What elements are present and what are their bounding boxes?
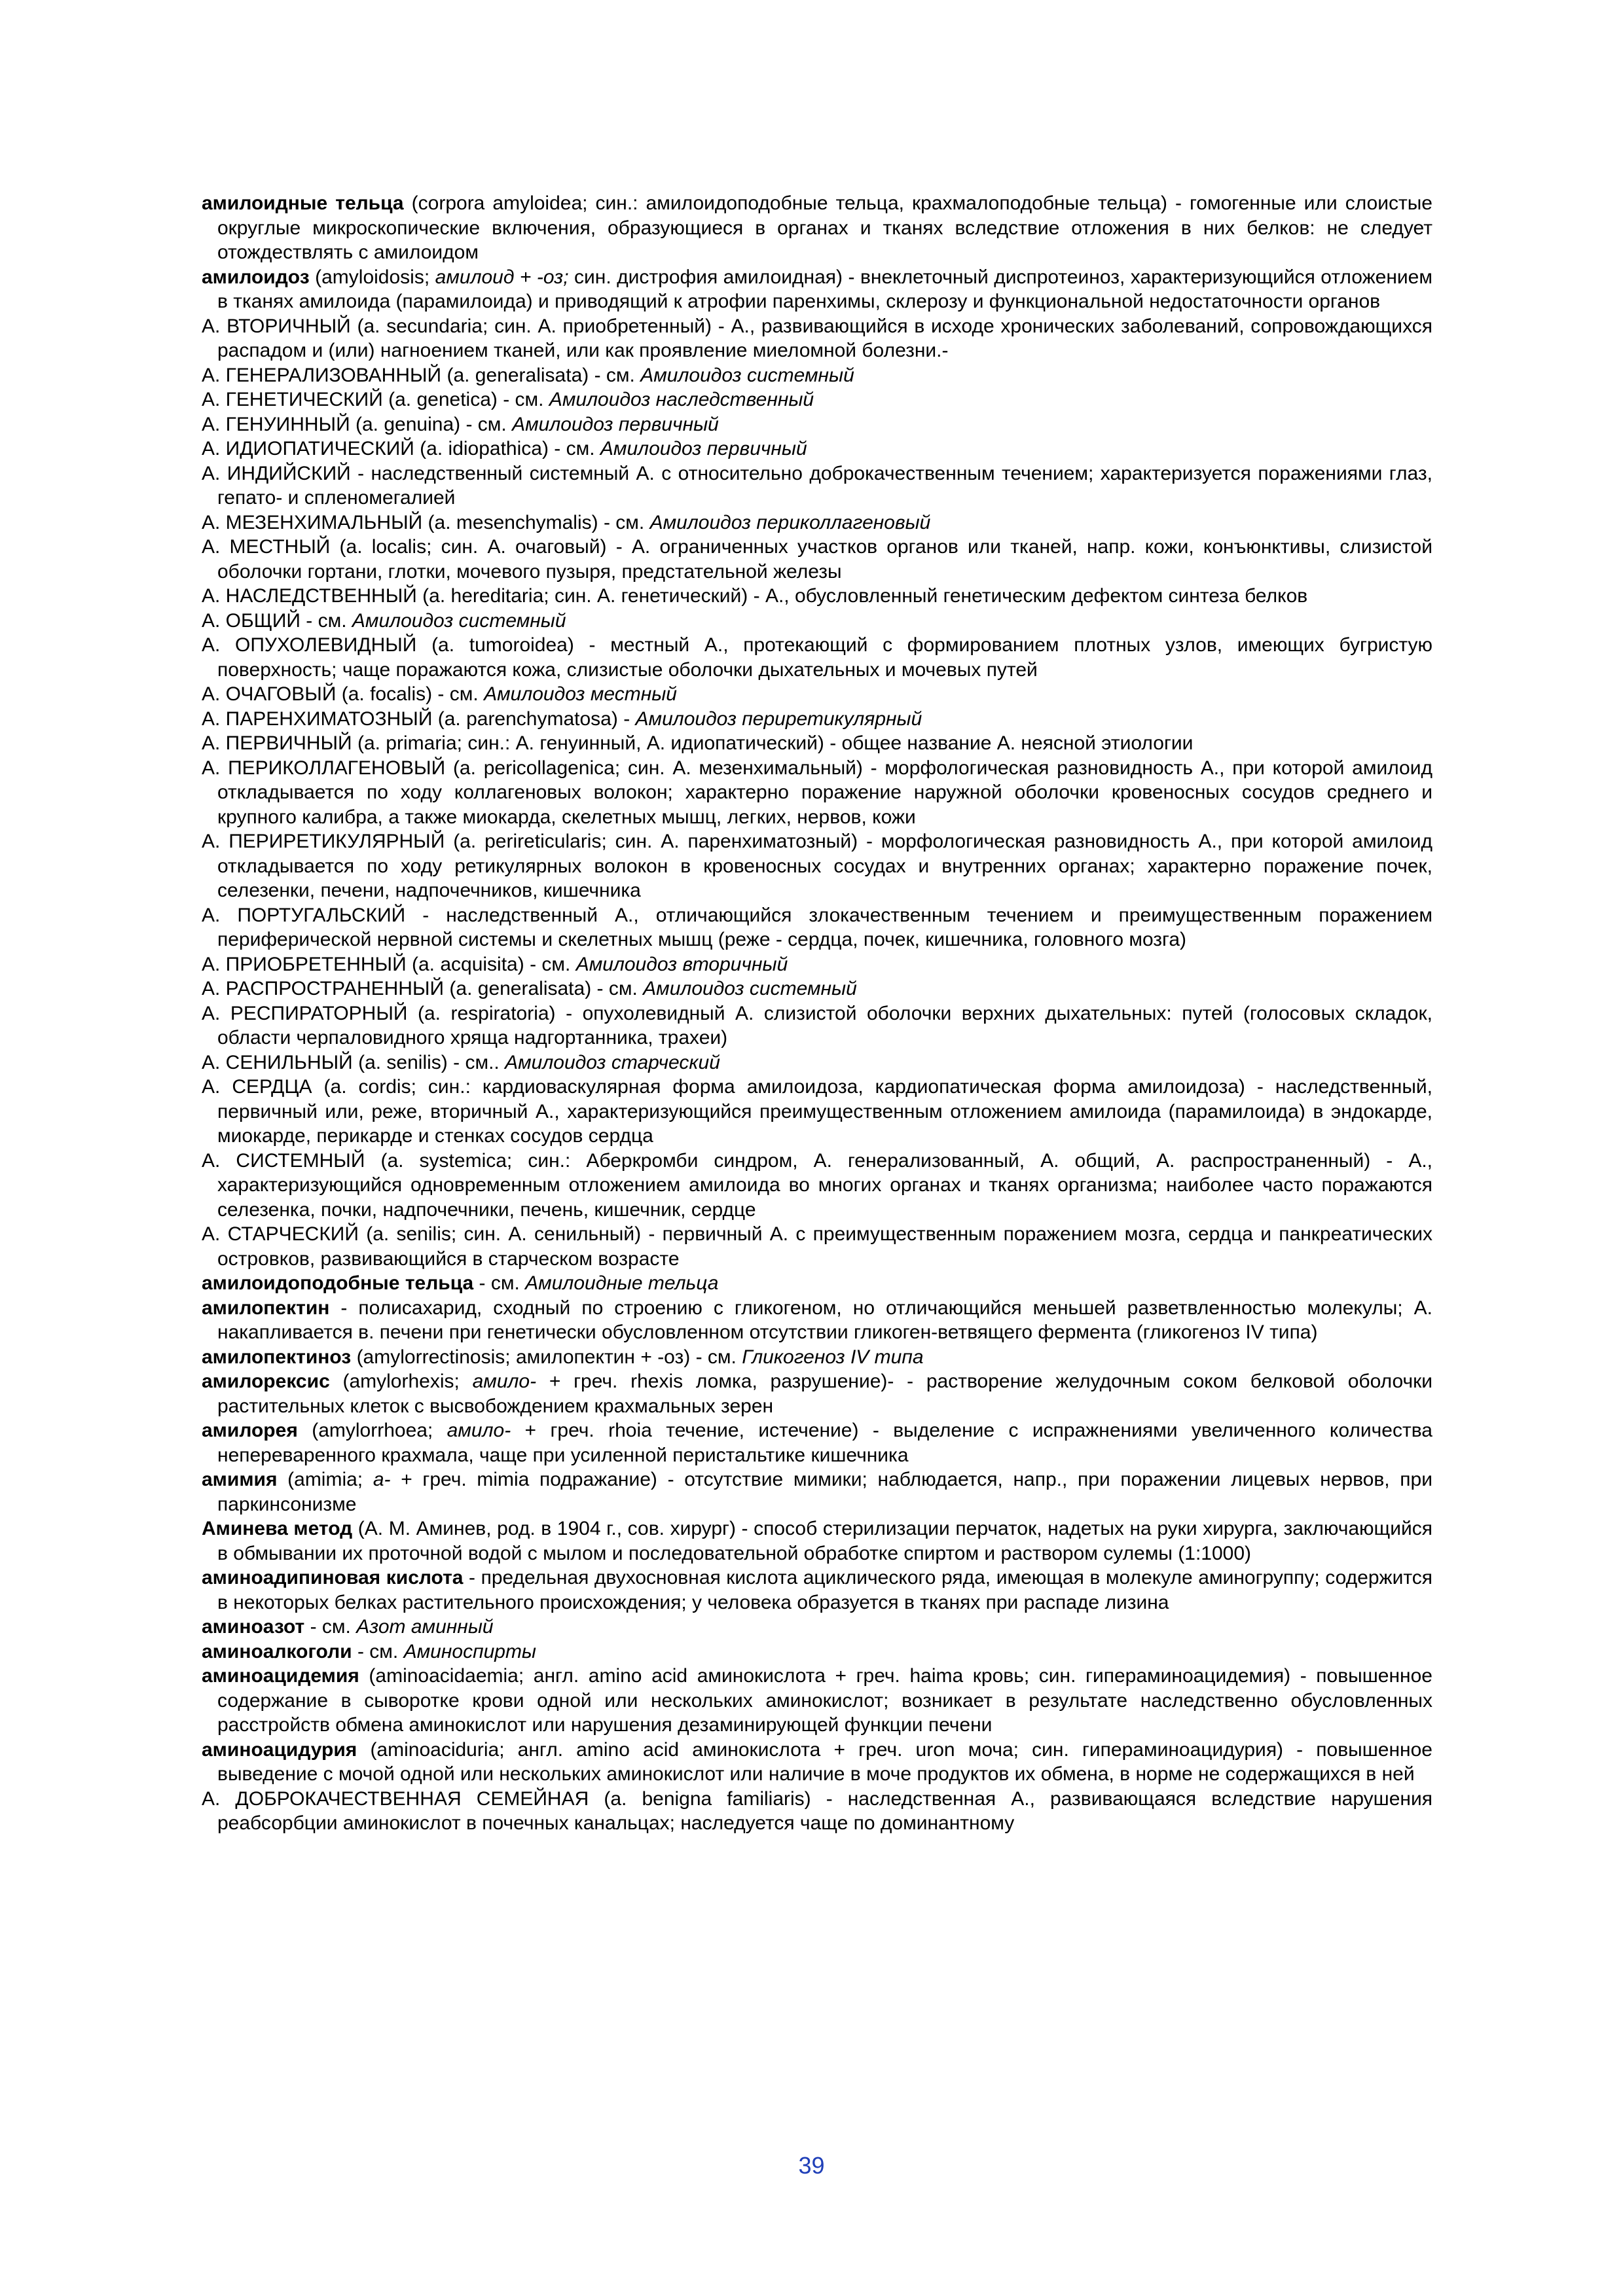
- entry-definition: (a. respiratoria) - опухолевидный А. слизистой оболочки верхних дыхательных: путей (голосовых складок, области черпаловидного хряща надгортанника, трахеи): [217, 1002, 1432, 1049]
- entry-cross-reference: Амилоидные тельца: [525, 1272, 719, 1294]
- entry-definition: + греч. rhoia течение, истечение) - выделение с испражнениями увеличенного количества непереваренного крахмала, чаще при усиленной перистальтике кишечника: [217, 1420, 1432, 1466]
- dictionary-entry: [202, 633, 1432, 682]
- dictionary-entry: [202, 265, 1432, 314]
- entry-definition: + греч. mimia подражание) - отсутствие мимики; наблюдается, напр., при поражении лицевых нервов, при паркинсонизме: [217, 1469, 1432, 1515]
- entry-definition: (a. cordis; син.: кардиоваскулярная форма амилоидоза, кардиопатическая форма амилоидоза) - наследственный, первичный или, реже, вторичный А., характеризующийся преимущественным отложением амилоида (парамилоида) в эндокарде, миокарде, перикарде и стенках сосудов сердца: [217, 1076, 1432, 1147]
- dictionary-entry: [202, 1640, 1432, 1664]
- entry-cross-reference: Амилоидоз периколлагеновый: [649, 511, 931, 533]
- entry-headword: А. СЕНИЛЬНЫЙ: [202, 1051, 353, 1073]
- entry-prefix: (amimia;: [277, 1469, 373, 1490]
- dictionary-entry: [202, 707, 1432, 732]
- entry-headword: аминоацидемия: [202, 1665, 359, 1687]
- entry-headword: А. ПРИОБРЕТЕННЫЙ: [202, 953, 407, 975]
- dictionary-entry: [202, 535, 1432, 584]
- entry-headword: А. НАСЛЕДСТВЕННЫЙ: [202, 585, 417, 607]
- dictionary-entry: [202, 1050, 1432, 1075]
- dictionary-entry: [202, 952, 1432, 977]
- entry-cross-reference: Амилоидоз наследственный: [549, 389, 814, 410]
- dictionary-entry: [202, 1516, 1432, 1566]
- entry-cross-reference: Амилоидоз системный: [352, 609, 566, 632]
- entry-definition: - полисахарид, сходный по строению с гликогеном, но отличающийся меньшей разветвленностью молекулы; А. накапливается в. печени при генетически обусловленном отсутствии гликоген-ветвящего фермента (гликогеноз IV типа): [217, 1297, 1432, 1343]
- dictionary-entry: [202, 511, 1432, 535]
- entry-headword: А. ИНДИЙСКИЙ: [202, 462, 351, 484]
- entry-headword: А. СИСТЕМНЫЙ: [202, 1149, 365, 1172]
- entry-definition: (a. senilis) - см..: [352, 1051, 505, 1073]
- entry-headword: А. ОПУХОЛЕВИДНЫЙ: [202, 634, 417, 656]
- dictionary-entry: [202, 461, 1432, 511]
- entry-etymology: амилоид + -оз;: [435, 266, 569, 288]
- entry-etymology: амило-: [447, 1420, 511, 1441]
- entry-definition: (a. primaria; син.: А. генуинный, А. идиопатический) - общее название А. неясной этиологии: [352, 732, 1194, 754]
- dictionary-entry: [202, 1001, 1432, 1050]
- entry-headword: амилорексис: [202, 1371, 330, 1392]
- entry-headword: А. РЕСПИРАТОРНЫЙ: [202, 1002, 408, 1024]
- dictionary-entry: [202, 412, 1432, 437]
- entry-headword: амилопектин: [202, 1297, 330, 1319]
- entry-definition: - предельная двухосновная кислота ациклического ряда, имеющая в молекуле аминогруппу; содержится в некоторых белках растительного происхождения; у человека образуется в тканях при распаде лизина: [217, 1567, 1432, 1613]
- dictionary-entry: [202, 977, 1432, 1001]
- entry-headword: А. ИДИОПАТИЧЕСКИЙ: [202, 438, 414, 459]
- entry-headword: аминоазот: [202, 1616, 305, 1638]
- entry-etymology: а-: [373, 1469, 391, 1490]
- entry-cross-reference: Амилоидоз системный: [640, 364, 854, 386]
- dictionary-entry: [202, 314, 1432, 363]
- entry-cross-reference: Аминоспирты: [403, 1640, 537, 1662]
- entry-definition: (a. generalisata) - см.: [444, 978, 644, 999]
- dictionary-entry: [202, 584, 1432, 609]
- entry-headword: А. ГЕНЕТИЧЕСКИЙ: [202, 389, 383, 410]
- entry-cross-reference: Амилоидоз первичный: [512, 413, 719, 435]
- entry-definition: (aminoaciduria; англ. amino acid аминокислота + греч. uron моча; син. гипераминоацидурия) - повышенное выведение с мочой одной или нескольких аминокислот или наличие в моче продуктов их обмена, в норме не содержащихся в ней: [217, 1738, 1432, 1785]
- entry-headword: аминоалкоголи: [202, 1640, 352, 1662]
- entry-definition: - наследственный системный А. с относительно доброкачественным течением; характеризуется поражениями глаз, гепато- и спленомегалией: [217, 462, 1432, 509]
- entry-headword: А. МЕСТНЫЙ: [202, 536, 331, 558]
- entry-definition: (a. parenchymatosa) -: [432, 708, 636, 730]
- entry-headword: А. ГЕНЕРАЛИЗОВАННЫЙ: [202, 364, 442, 386]
- entry-headword: А. ПОРТУГАЛЬСКИЙ: [202, 904, 406, 926]
- dictionary-entry: [202, 829, 1432, 903]
- dictionary-entry: [202, 1787, 1432, 1836]
- entry-headword: А. ГЕНУИННЫЙ: [202, 413, 350, 435]
- entry-headword: амилоидные тельца: [202, 192, 404, 214]
- entry-definition: (a. localis; син. А. очаговый) - А. ограниченных участков органов или тканей, напр. кожи, конъюнктивы, слизистой оболочки гортани, глотки, мочевого пузыря, предстательной железы: [217, 536, 1432, 583]
- entry-etymology: амило-: [472, 1371, 537, 1392]
- dictionary-entry: [202, 191, 1432, 265]
- dictionary-entry: [202, 1271, 1432, 1296]
- dictionary-text: [202, 191, 1432, 1836]
- entry-definition: - см.: [300, 609, 352, 632]
- entry-headword: А. ПЕРИКОЛЛАГЕНОВЫЙ: [202, 757, 446, 779]
- dictionary-entry: [202, 1369, 1432, 1418]
- dictionary-entry: [202, 609, 1432, 634]
- dictionary-entry: [202, 1075, 1432, 1149]
- entry-headword: А. ПАРЕНХИМАТОЗНЫЙ: [202, 708, 433, 730]
- dictionary-entry: [202, 1222, 1432, 1271]
- entry-headword: А. ВТОРИЧНЫЙ: [202, 315, 351, 337]
- entry-cross-reference: Азот аминный: [356, 1616, 494, 1638]
- entry-definition: (А. М. Аминев, род. в 1904 г., сов. хирург) - способ стерилизации перчаток, надетых на руки хирурга, заключающийся в обмывании их проточной водой с мылом и последовательной обработке спиртом и раствором сулемы (1:1000): [217, 1518, 1433, 1564]
- entry-headword: амилоидоз: [202, 266, 310, 288]
- dictionary-entry: [202, 437, 1432, 461]
- entry-definition: (a. idiopathica) - см.: [414, 438, 600, 459]
- dictionary-entry: [202, 1345, 1432, 1370]
- entry-headword: А. ПЕРВИЧНЫЙ: [202, 732, 352, 754]
- entry-definition: (a. generalisata) - см.: [441, 364, 641, 386]
- entry-definition: + греч. rhexis ломка, разрушение)- - растворение желудочным соком белковой оболочки растительных клеток с высвобождением крахмальных зерен: [217, 1371, 1432, 1417]
- page-number: 39: [798, 2152, 825, 2179]
- entry-definition: (a. genuina) - см.: [350, 413, 513, 435]
- entry-headword: А. ПЕРИРЕТИКУЛЯРНЫЙ: [202, 831, 445, 852]
- entry-headword: амилопектиноз: [202, 1346, 352, 1368]
- dictionary-entry: [202, 903, 1432, 952]
- entry-headword: А. СТАРЧЕСКИЙ: [202, 1223, 359, 1245]
- entry-headword: аминоацидурия: [202, 1738, 357, 1761]
- entry-definition: (a. mesenchymalis) - см.: [422, 511, 650, 533]
- entry-definition: (a. focalis) - см.: [336, 683, 484, 705]
- entry-cross-reference: Амилоидоз системный: [643, 978, 857, 999]
- entry-headword: аминоадипиновая кислота: [202, 1567, 464, 1588]
- entry-definition: (a. perireticularis; син. А. паренхиматозный) - морфологическая разновидность А., при которой амилоид откладывается по ходу ретикулярных волокон в кровеносных сосудах и внутренних органах; характерно поражение почек, селезенки, печени, надпочечников, кишечника: [217, 831, 1432, 901]
- entry-definition: (a. tumoroidea) - местный А., протекающий с формированием плотных узлов, имеющих бугристую поверхность; чаще поражаются кожа, слизистые оболочки дыхательных и мочевых путей: [217, 634, 1432, 681]
- dictionary-entry: [202, 387, 1432, 412]
- entry-cross-reference: Гликогеноз IV типа: [742, 1346, 924, 1368]
- entry-definition: - см.: [352, 1640, 404, 1662]
- dictionary-entry: [202, 1566, 1432, 1615]
- entry-definition: (aminoacidaemia; англ. amino acid аминокислота + греч. haima кровь; син. гипераминоацидемия) - повышенное содержание в сыворотке крови одной или нескольких аминокислот; возникает в результате наследственно обусловленных расстройств обмена аминокислот или нарушения дезаминирующей функции печени: [217, 1665, 1432, 1736]
- entry-definition: (a. systemica; син.: Аберкромби синдром, А. генерализованный, А. общий, А. распространенный) - А., характеризующийся одновременным отложением амилоида во многих органах и тканях организма; наиболее часто поражаются селезенка, почки, надпочечники, печень, кишечник, сердце: [217, 1149, 1432, 1221]
- entry-headword: А. СЕРДЦА: [202, 1076, 312, 1098]
- entry-definition: (a. genetica) - см.: [382, 389, 549, 410]
- entry-definition: - см.: [473, 1272, 526, 1294]
- entry-definition: (corpora amyloidea; син.: амилоидоподобные тельца, крахмалоподобные тельца) - гомогенные или слоистые округлые микроскопические включения, образующиеся в органах и тканях вследствие отложения в них белков: не следует отождествлять с амилоидом: [217, 192, 1432, 263]
- entry-definition: (amylorrectinosis; амилопектин + -оз) - см.: [351, 1346, 742, 1368]
- entry-definition: - см.: [304, 1616, 357, 1638]
- entry-definition: (a. senilis; син. А. сенильный) - первичный А. с преимущественным поражением мозга, сердца и панкреатических островков, развивающийся в старческом возрасте: [217, 1223, 1433, 1270]
- entry-definition: - наследственный А., отличающийся злокачественным течением и преимущественным поражением периферической нервной системы и скелетных мышц (реже - сердца, почек, кишечника, головного мозга): [217, 904, 1432, 950]
- dictionary-entry: [202, 756, 1432, 830]
- entry-definition: син. дистрофия амилоидная) - внеклеточный диспротеиноз, характеризующийся отложением в тканях амилоида (парамилоида) и приводящий к атрофии паренхимы, склерозу и функциональной недостаточности органов: [217, 266, 1432, 312]
- entry-headword: А. ОЧАГОВЫЙ: [202, 683, 337, 705]
- dictionary-entry: [202, 1467, 1432, 1516]
- entry-headword: А. МЕЗЕНХИМАЛЬНЫЙ: [202, 511, 423, 533]
- dictionary-entry: [202, 1664, 1432, 1738]
- entry-headword: амилорея: [202, 1420, 298, 1441]
- entry-headword: А. ДОБРОКАЧЕСТВЕННАЯ СЕМЕЙНАЯ: [202, 1787, 589, 1810]
- entry-definition: (a. acquisita) - см.: [406, 953, 576, 975]
- entry-prefix: (amylorhexis;: [329, 1371, 473, 1392]
- dictionary-entry: [202, 1418, 1432, 1467]
- entry-cross-reference: Амилоидоз первичный: [600, 438, 807, 459]
- dictionary-entry: [202, 1149, 1432, 1223]
- entry-definition: (a. pericollagenica; син. А. мезенхимальный) - морфологическая разновидность А., при которой амилоид откладывается по ходу коллагеновых волокон; характерно поражение наружной оболочки кровеносных сосудов среднего и крупного калибра, а также миокарда, скелетных мышц, легких, нервов, кожи: [217, 757, 1432, 828]
- entry-cross-reference: Амилоидоз вторичный: [575, 953, 788, 975]
- entry-definition: (a. secundaria; син. А. приобретенный) - А., развивающийся в исходе хронических заболеваний, сопровождающихся распадом и (или) нагноением тканей, или как проявление миеломной болезни.-: [217, 315, 1432, 361]
- entry-prefix: (amylorrhoea;: [297, 1420, 447, 1441]
- entry-cross-reference: Амилоидоз периретикулярный: [635, 708, 922, 730]
- dictionary-entry: [202, 363, 1432, 388]
- dictionary-entry: [202, 682, 1432, 707]
- entry-definition: (a. hereditaria; син. А. генетический) - А., обусловленный генетическим дефектом синтеза белков: [416, 585, 1308, 607]
- entry-headword: А. РАСПРОСТРАНЕННЫЙ: [202, 978, 445, 999]
- entry-headword: Аминева метод: [202, 1518, 353, 1539]
- entry-prefix: (amyloidosis;: [309, 266, 435, 288]
- dictionary-entry: [202, 1615, 1432, 1640]
- entry-definition: (a. benigna familiaris) - наследственная А., развивающаяся вследствие нарушения реабсорбции аминокислот в почечных канальцах; наследуется чаще по доминантному: [217, 1787, 1432, 1834]
- entry-cross-reference: Амилоидоз местный: [484, 683, 677, 705]
- dictionary-entry: [202, 1296, 1432, 1345]
- dictionary-entry: [202, 1738, 1432, 1787]
- dictionary-entry: [202, 731, 1432, 756]
- entry-headword: амимия: [202, 1469, 278, 1490]
- entry-headword: А. ОБЩИЙ: [202, 609, 301, 632]
- entry-headword: амилоидоподобные тельца: [202, 1272, 474, 1294]
- entry-cross-reference: Амилоидоз старческий: [505, 1051, 720, 1073]
